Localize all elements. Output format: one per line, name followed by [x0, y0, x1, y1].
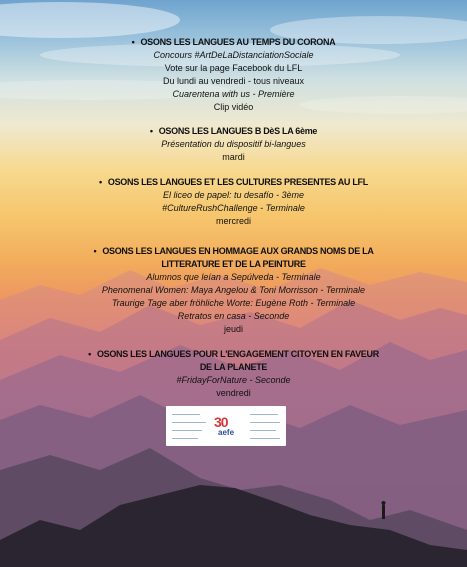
bullet-icon: •	[99, 177, 102, 187]
section-line: Retratos en casa - Seconde	[177, 311, 290, 321]
section-heading-line2: DE LA PLANETE	[199, 362, 268, 372]
section-heading: • OSONS LES LANGUES B DèS LA 6ème	[149, 126, 318, 136]
section-line: Du lundi au vendredi - tous niveaux	[162, 76, 305, 86]
aefe-30-ans-logo-icon	[166, 406, 286, 446]
section-line: mercredi	[215, 216, 251, 226]
section-line: Phenomenal Women: Maya Angelou & Toni Morrisson - Terminale	[101, 285, 366, 295]
section-heading: • OSONS LES LANGUES POUR L'ENGAGEMENT CITOYEN EN FAVEUR	[88, 349, 379, 359]
section-heading: • OSONS LES LANGUES AU TEMPS DU CORONA	[131, 37, 336, 47]
section-hommage	[0, 245, 467, 336]
section-line: Vote sur la page Facebook du LFL	[164, 63, 303, 73]
bullet-icon: •	[93, 246, 97, 256]
section-cultures	[0, 176, 467, 228]
logo-number: 30	[214, 414, 228, 430]
section-heading: • OSONS LES LANGUES ET LES CULTURES PRESENTES AU LFL	[99, 177, 368, 187]
section-corona	[0, 36, 467, 114]
section-heading-line2: LITTERATURE ET DE LA PEINTURE	[161, 259, 306, 269]
section-line: Clip vidéo	[213, 102, 254, 112]
section-line: #FridayForNature - Seconde	[176, 375, 291, 385]
logo-name: aefe	[218, 428, 235, 437]
section-line: vendredi	[216, 388, 251, 398]
section-heading: • OSONS LES LANGUES EN HOMMAGE AUX GRANDS NOMS DE LA	[93, 246, 374, 256]
section-line: El liceo de papel: tu desafío - 3ème	[162, 190, 305, 200]
bullet-icon: •	[149, 126, 153, 136]
section-line: #CultureRushChallenge - Terminale	[162, 203, 305, 213]
section-line: Alumnos que leían a Sepúlveda - Terminale	[146, 272, 321, 282]
section-planete	[0, 348, 467, 400]
section-line: jeudi	[223, 324, 243, 334]
bullet-icon: •	[131, 37, 135, 47]
section-line: Présentation du dispositif bi-langues	[161, 139, 306, 149]
section-line: mardi	[222, 152, 245, 162]
bullet-icon: •	[88, 349, 91, 359]
section-line: Concours #ArtDeLaDistanciationSociale	[153, 50, 314, 60]
section-bilangues	[0, 125, 467, 164]
section-line: Cuarentena with us - Première	[172, 89, 295, 99]
section-line: Traurige Tage aber fröhliche Worte: Eugène Roth - Terminale	[111, 298, 356, 308]
